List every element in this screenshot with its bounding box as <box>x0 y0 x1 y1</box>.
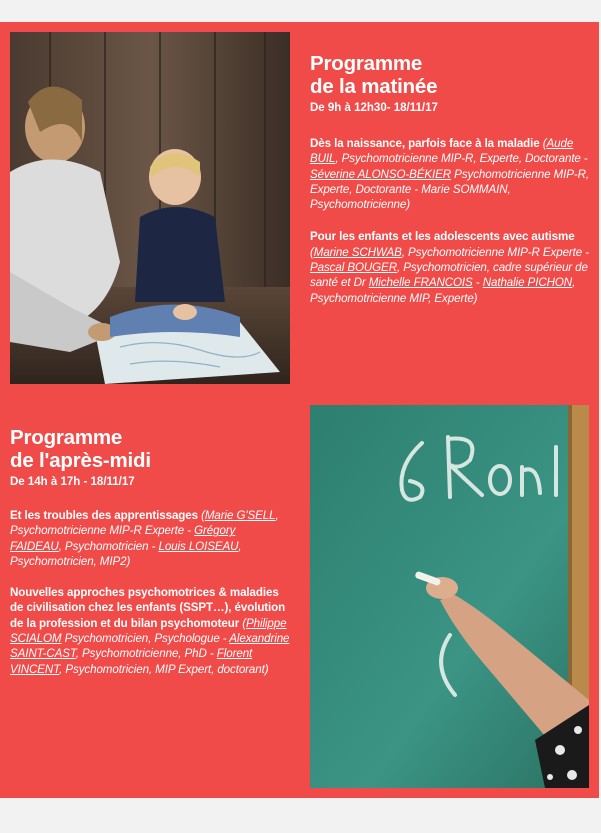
mother-child-photo <box>10 32 290 384</box>
speaker-link[interactable]: Louis LOISEAU <box>158 539 239 553</box>
speaker-text: ( <box>201 509 205 522</box>
afternoon-date: De 14h à 17h - 18/11/17 <box>10 476 135 488</box>
speaker-text: ( <box>542 137 547 150</box>
speaker-link[interactable]: Pascal BOUGER <box>310 261 397 275</box>
speaker-text: Psychomotricien, Psychologue - <box>61 632 230 646</box>
afternoon-title-line2: de l'après-midi <box>10 449 151 472</box>
speaker-link[interactable]: Philippe SCIALOM <box>10 616 287 646</box>
morning-program <box>310 52 590 306</box>
speaker-list <box>310 246 589 305</box>
speaker-link[interactable]: Marie G'SELL <box>204 509 276 522</box>
afternoon-title <box>10 426 290 472</box>
speaker-text: , Psychomotricien, cadre supérieur de santé et Dr <box>310 261 588 290</box>
speaker-link[interactable]: Marine SCHWAB <box>313 245 402 259</box>
afternoon-title-line1: Programme <box>10 426 123 449</box>
morning-title <box>310 52 590 98</box>
speaker-text: - <box>472 276 483 290</box>
morning-item-1 <box>310 136 590 212</box>
speaker-text: , Psychomotricienne MIP-R, Experte, Doctorante - <box>335 152 588 166</box>
speaker-link[interactable]: Grégory FAIDEAU <box>10 524 236 553</box>
speaker-link[interactable]: Alexandrine SAINT-CAST <box>10 632 290 661</box>
speaker-link[interactable]: Nathalie PICHON <box>482 276 573 290</box>
chalkboard-photo <box>310 405 589 788</box>
speaker-link[interactable]: Séverine ALONSO-BÉKIER <box>310 167 452 181</box>
morning-title-line2: de la matinée <box>310 75 438 98</box>
speaker-text: , Psychomotricienne MIP-R Experte - <box>401 245 590 259</box>
speaker-link[interactable]: Michelle FRANCOIS <box>368 276 473 290</box>
speaker-text: ( <box>242 616 246 630</box>
speaker-text: , Psychomotricien - <box>58 539 159 553</box>
morning-title-line1: Programme <box>310 52 423 75</box>
speaker-link[interactable]: Florent VINCENT <box>10 647 253 676</box>
speaker-text: , Psychomotricienne MIP-R Experte - <box>10 509 279 538</box>
session-topic: Nouvelles approches psychomotrices & maladies de civilisation chez les enfants (SSPT…), évolution de la profession et du bilan psychomoteur <box>10 586 286 630</box>
speaker-text: Psychomotricienne MIP-R, Experte, Doctorante - Marie SOMMAIN, Psychomotricienne) <box>310 167 590 212</box>
speaker-text: , Psychomotricienne, PhD - <box>75 647 217 661</box>
afternoon-item-1 <box>10 508 290 569</box>
speaker-text: ( <box>310 245 314 259</box>
session-topic: Dès la naissance, parfois face à la maladie <box>310 137 543 150</box>
session-topic: Pour les enfants et les adolescents avec autisme <box>310 230 575 244</box>
speaker-text: , Psychomotricienne MIP, Experte) <box>310 276 576 305</box>
afternoon-item-2 <box>10 585 290 677</box>
session-topic: Et les troubles des apprentissages <box>10 509 202 522</box>
morning-date: De 9h à 12h30- 18/11/17 <box>310 102 438 114</box>
speaker-link[interactable]: Aude BUIL <box>310 137 574 166</box>
morning-item-2 <box>310 229 590 305</box>
speaker-text: , Psychomotricien, MIP Expert, doctorant) <box>59 662 269 676</box>
program-card <box>0 22 599 798</box>
afternoon-program <box>10 426 290 677</box>
speaker-text: , Psychomotricien, MIP2) <box>10 539 242 568</box>
